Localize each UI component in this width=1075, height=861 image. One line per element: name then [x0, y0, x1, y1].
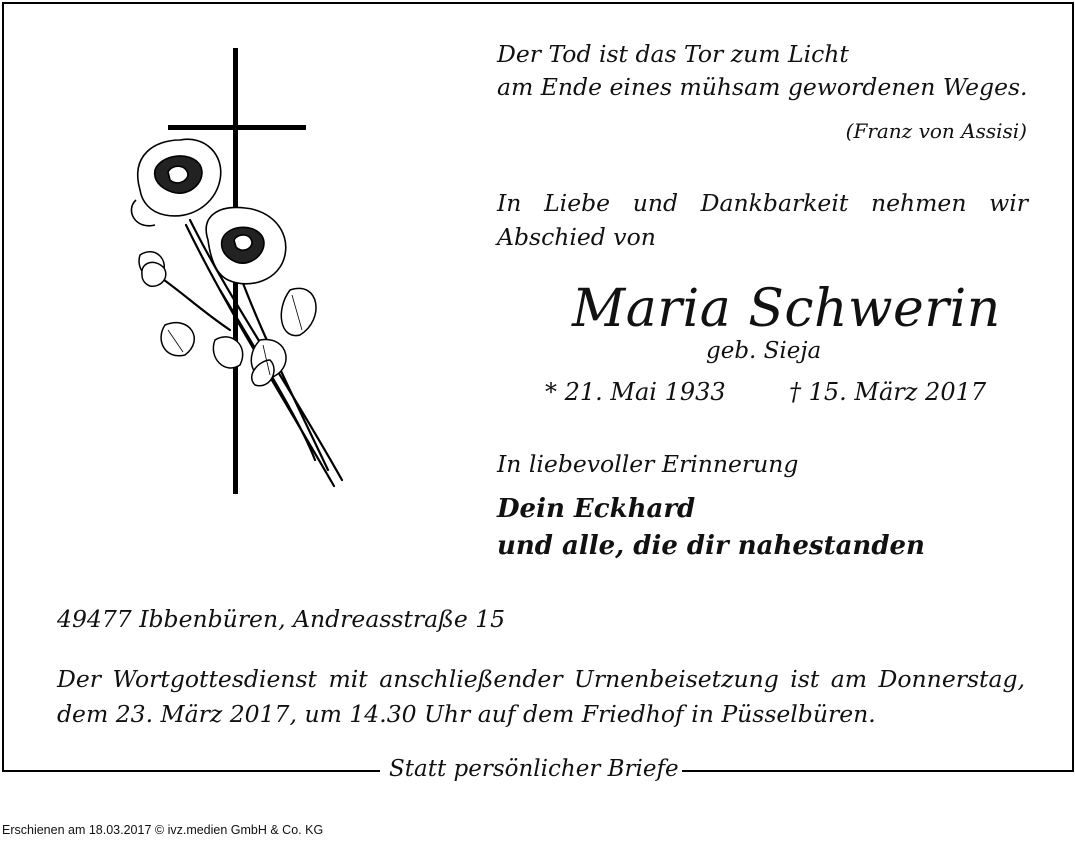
address: 49477 Ibbenbüren, Andreasstraße 15	[57, 605, 506, 633]
service-line-1: Der Wortgottesdienst mit anschließender Urnenbeisetzung ist am Donnerstag,	[57, 665, 1025, 693]
bottom-rule-left	[2, 770, 380, 772]
quote-line-2: am Ende eines mühsam gewordenen Weges.	[497, 73, 1028, 101]
frame-left-edge	[2, 2, 4, 772]
birth-date: * 21. Mai 1933	[545, 378, 726, 406]
deceased-name: Maria Schwerin	[572, 279, 1001, 339]
intro-text	[497, 186, 1028, 254]
maiden-name: geb. Sieja	[706, 338, 822, 364]
cross-with-roses-icon	[120, 40, 360, 500]
quote-author: (Franz von Assisi)	[845, 119, 1027, 143]
death-date: † 15. März 2017	[789, 378, 987, 406]
memory-line: In liebevoller Erinnerung	[497, 450, 799, 478]
signature-line-2: und alle, die dir nahestanden	[497, 531, 925, 561]
service-info	[57, 662, 1025, 732]
signature-line-1: Dein Eckhard	[497, 494, 696, 524]
service-line-2: dem 23. März 2017, um 14.30 Uhr auf dem Friedhof in Püsselbüren.	[57, 700, 876, 728]
bottom-rule-right	[682, 770, 1073, 772]
footer-note: Statt persönlicher Briefe	[389, 756, 679, 782]
intro-line-2: Abschied von	[497, 223, 656, 251]
publication-credit: Erschienen am 18.03.2017 © ivz.medien GmbH & Co. KG	[2, 823, 324, 837]
quote-line-1: Der Tod ist das Tor zum Licht	[497, 40, 849, 68]
intro-line-1: In Liebe und Dankbarkeit nehmen wir	[497, 189, 1028, 217]
